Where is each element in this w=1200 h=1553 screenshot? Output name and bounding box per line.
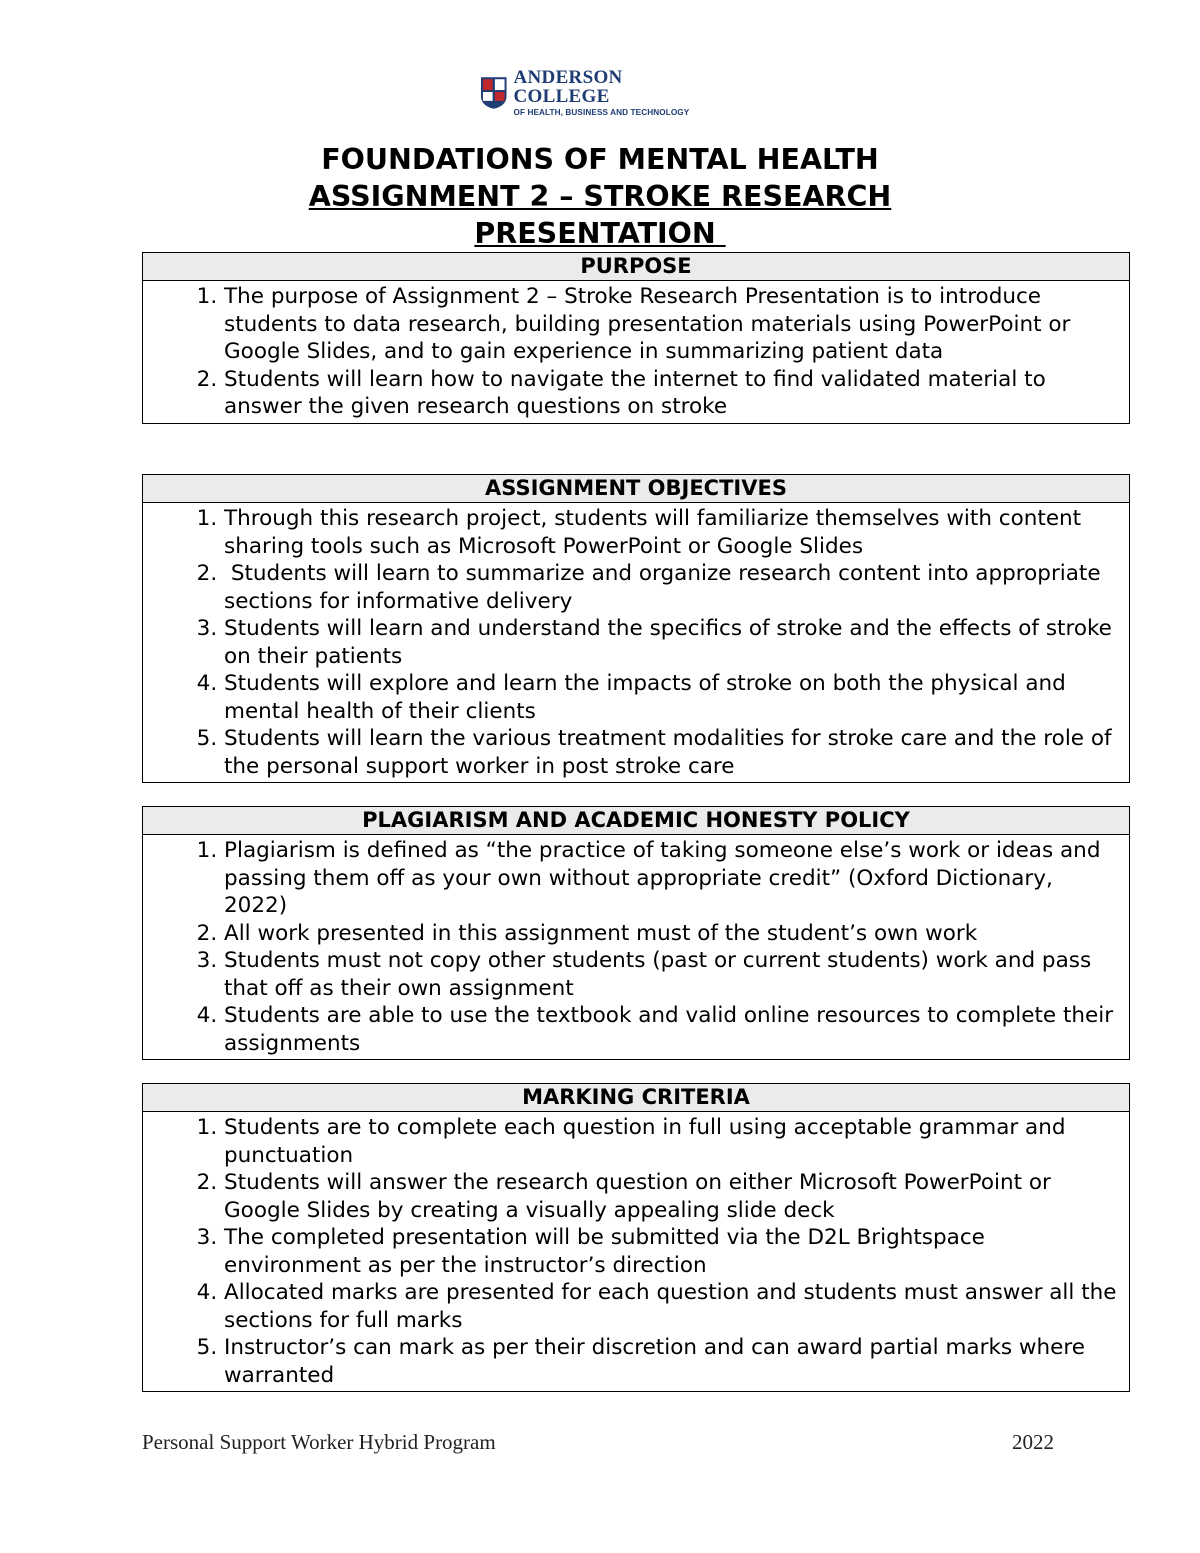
footer-year: 2022 [1012, 1430, 1054, 1454]
list-item: 5. Instructor’s can mark as per their discretion and can award partial marks where warranted [224, 1334, 1121, 1389]
college-crest-icon [480, 76, 508, 110]
list-item: 3. Students must not copy other students (past or current students) work and pass that off as their own assignment [224, 947, 1121, 1002]
college-logo [480, 68, 720, 118]
list-item: 2. Students will learn how to navigate the internet to find validated material to answer the given research questions on stroke [224, 366, 1121, 421]
section-heading: ASSIGNMENT OBJECTIVES [143, 475, 1129, 503]
marking-criteria-list [143, 1112, 1129, 1391]
title-course: FOUNDATIONS OF MENTAL HEALTH [321, 143, 879, 176]
purpose-section [142, 252, 1130, 424]
list-item: 1. The purpose of Assignment 2 – Stroke Research Presentation is to introduce students to data research, building presentation materials using PowerPoint or Google Slides, and to gain experience in summarizing patient data [224, 283, 1121, 366]
section-heading: MARKING CRITERIA [143, 1084, 1129, 1112]
list-item: 4. Students will explore and learn the impacts of stroke on both the physical and mental health of their clients [224, 670, 1121, 725]
footer-program: Personal Support Worker Hybrid Program [142, 1430, 496, 1454]
marking-criteria-section [142, 1083, 1130, 1392]
list-item: 3. Students will learn and understand the specifics of stroke and the effects of stroke on their patients [224, 615, 1121, 670]
list-item: 5. Students will learn the various treatment modalities for stroke care and the role of the personal support worker in post stroke care [224, 725, 1121, 780]
list-item: 2. Students will learn to summarize and organize research content into appropriate sections for informative delivery [224, 560, 1121, 615]
list-item: 4. Students are able to use the textbook and valid online resources to complete their assignments [224, 1002, 1121, 1057]
objectives-list [143, 503, 1129, 782]
document-title [0, 141, 1200, 252]
section-heading: PLAGIARISM AND ACADEMIC HONESTY POLICY [143, 807, 1129, 835]
list-item: 1. Plagiarism is defined as “the practice of taking someone else’s work or ideas and passing them off as your own without appropriate credit” (Oxford Dictionary, 2022) [224, 837, 1121, 920]
list-item: 2. All work presented in this assignment must of the student’s own work [224, 920, 1121, 948]
objectives-section [142, 474, 1130, 783]
purpose-list [143, 281, 1129, 423]
logo-subtitle: OF HEALTH, BUSINESS AND TECHNOLOGY [513, 108, 690, 118]
list-item: 4. Allocated marks are presented for each question and students must answer all the sections for full marks [224, 1279, 1121, 1334]
list-item: 3. The completed presentation will be submitted via the D2L Brightspace environment as per the instructor’s direction [224, 1224, 1121, 1279]
list-item: 1. Through this research project, students will familiarize themselves with content sharing tools such as Microsoft PowerPoint or Google Slides [224, 505, 1121, 560]
list-item: 2. Students will answer the research question on either Microsoft PowerPoint or Google Slides by creating a visually appealing slide deck [224, 1169, 1121, 1224]
title-presentation: PRESENTATION [474, 217, 726, 250]
plagiarism-section [142, 806, 1130, 1060]
logo-name: ANDERSON COLLEGE [513, 67, 623, 108]
list-item: 1. Students are to complete each question in full using acceptable grammar and punctuation [224, 1114, 1121, 1169]
plagiarism-list [143, 835, 1129, 1059]
title-assignment: ASSIGNMENT 2 – STROKE RESEARCH [308, 180, 892, 213]
section-heading: PURPOSE [143, 253, 1129, 281]
